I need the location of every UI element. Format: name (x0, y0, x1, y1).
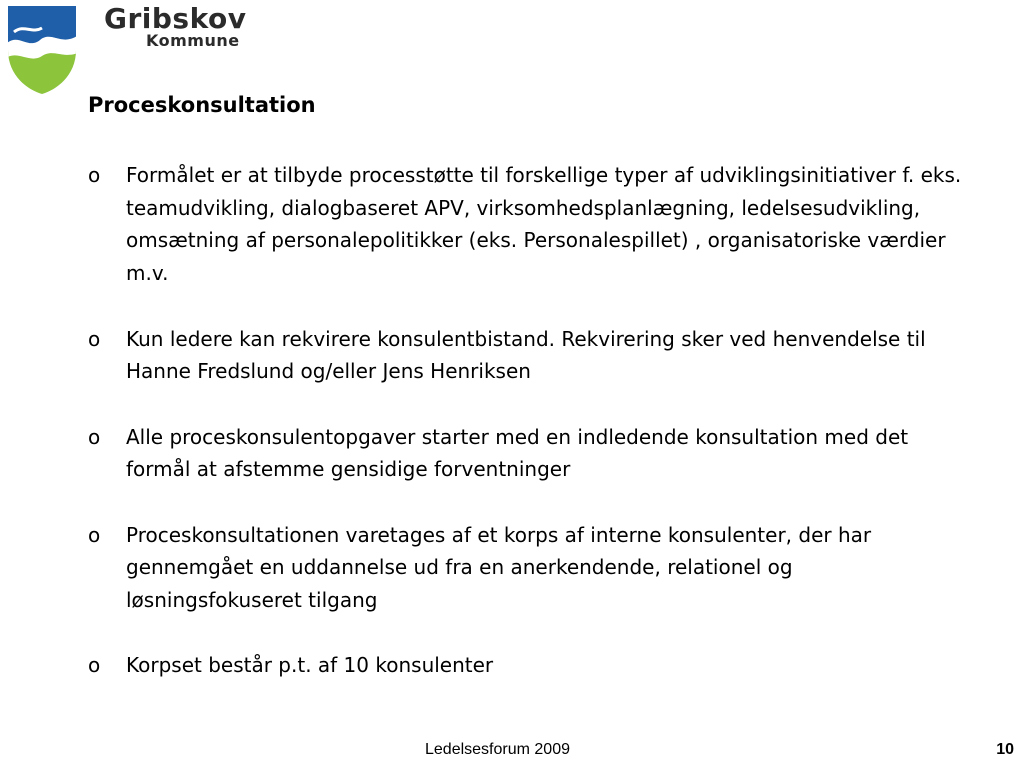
bullet-text: Korpset består p.t. af 10 konsulenter (126, 653, 494, 678)
bullet-marker: o (88, 424, 101, 449)
page-number: 10 (996, 741, 1014, 758)
footer-text: Ledelsesforum 2009 (425, 741, 570, 758)
bullet-text: Formålet er at tilbyde processtøtte til forskellige typer af udviklingsinitiativer f. eks. teamudvikling, dialogbaseret APV, virksomhedsplanlægning, ledelsesudvikling, omsætning af personalepolitikker (eks. Personalespillet) , organisatoriske værdier m.v. (126, 163, 962, 286)
slide-title: Proceskonsultation (88, 93, 316, 117)
bullet-marker: o (88, 163, 101, 187)
bullet-list (86, 159, 966, 715)
bullet-item (86, 159, 966, 290)
bullet-text: Alle proceskonsulentopgaver starter med en indledende konsultation med det formål at afstemme gensidige forventninger (126, 424, 909, 482)
bullet-item (86, 519, 966, 617)
gribskov-logo (6, 4, 268, 96)
bullet-text: Proceskonsultationen varetages af et korps af interne konsulenter, der har gennemgået en uddannelse ud fra en anerkendende, relationel og løsningsfokuseret tilgang (126, 522, 872, 613)
bullet-marker: o (88, 522, 101, 547)
bullet-marker: o (88, 326, 101, 351)
shield-logo-icon (6, 4, 80, 96)
bullet-text: Kun ledere kan rekvirere konsulentbistand. Rekvirering sker ved henvendelse til Hanne Fredslund og/eller Jens Henriksen (126, 326, 926, 384)
logo-subtitle: Kommune (146, 31, 240, 50)
logo-name: Gribskov (104, 2, 247, 35)
bullet-marker: o (88, 653, 101, 678)
bullet-item (86, 323, 966, 388)
bullet-item (86, 421, 966, 486)
bullet-item (86, 649, 966, 682)
